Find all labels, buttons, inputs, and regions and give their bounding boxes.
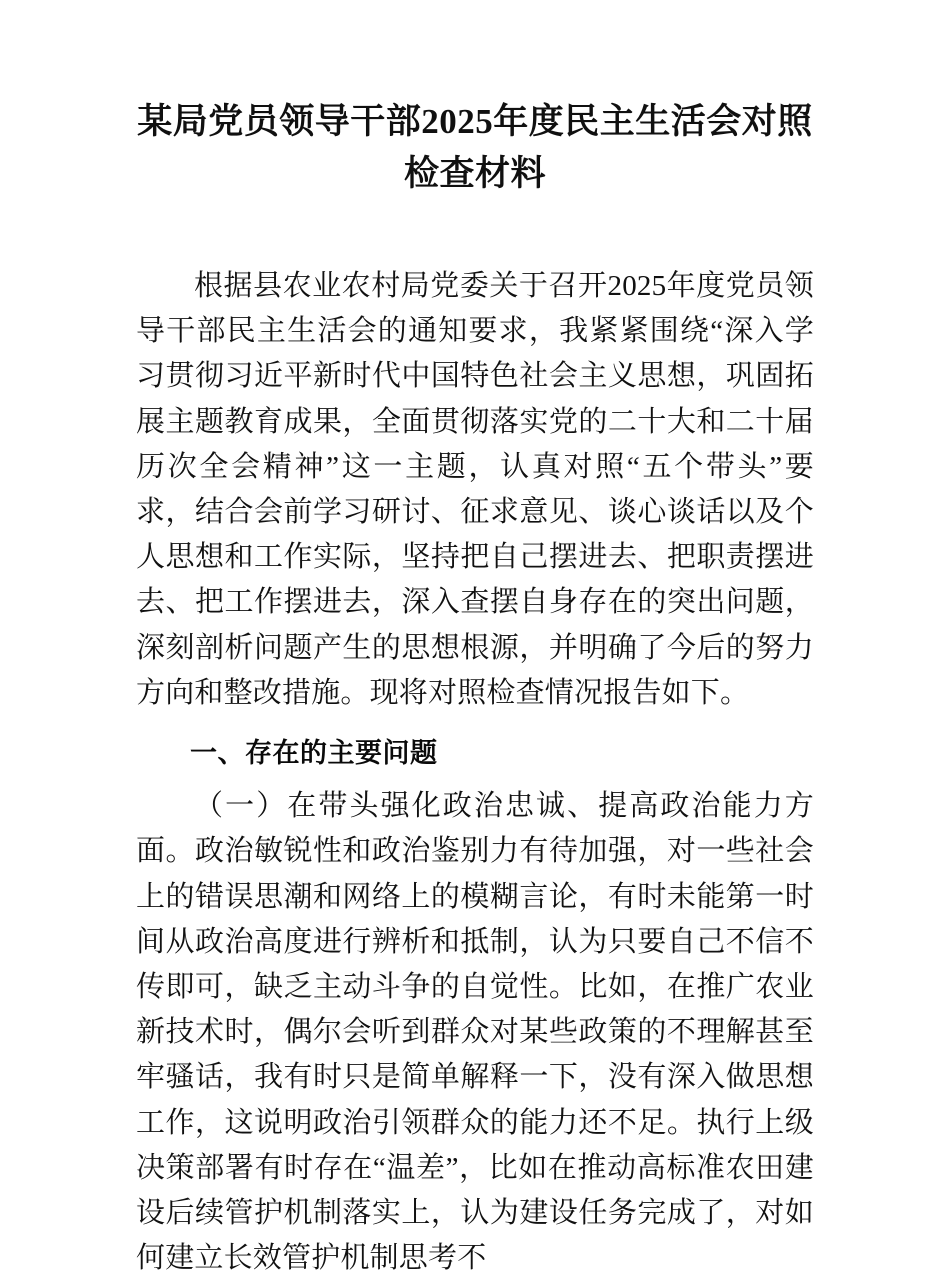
- title-body-spacer: [136, 200, 814, 264]
- subsection-one-paragraph: （一）在带头强化政治忠诚、提高政治能力方面。政治敏锐性和政治鉴别力有待加强，对一些社会上的错误思潮和网络上的模糊言论，有时未能第一时间从政治高度进行辨析和抵制，认为只要自己不信不传即可，缺乏主动斗争的自觉性。比如，在推广农业新技术时，偶尔会听到群众对某些政策的不理解甚至牢骚话，我有时只是简单解释一下，没有深入做思想工作，这说明政治引领群众的能力还不足。执行上级决策部署有时存在“温差”，比如在推动高标准农田建设后续管护机制落实上，认为建设任务完成了，对如何建立长效管护机制思考不: [136, 790, 814, 1275]
- section-heading-main-problems: 一、存在的主要问题: [190, 738, 438, 769]
- intro-paragraph: 根据县农业农村局党委关于召开2025年度党员领导干部民主生活会的通知要求，我紧紧围绕“深入学习贯彻习近平新时代中国特色社会主义思想，巩固拓展主题教育成果，全面贯彻落实党的二十大和二十届历次全会精神”这一主题，认真对照“五个带头”要求，结合会前学习研讨、征求意见、谈心谈话以及个人思想和工作实际，坚持把自己摆进去、把职责摆进去、把工作摆进去，深入查摆自身存在的突出问题，深刻剖析问题产生的思想根源，并明确了今后的努力方向和整改措施。现将对照检查情况报告如下。: [136, 270, 814, 709]
- paragraph-gap: [136, 716, 814, 731]
- document-content: [136, 0, 814, 1281]
- heading-gap: [136, 776, 814, 784]
- page-title: 某局党员领导干部2025年度民主生活会对照检查材料: [137, 102, 813, 193]
